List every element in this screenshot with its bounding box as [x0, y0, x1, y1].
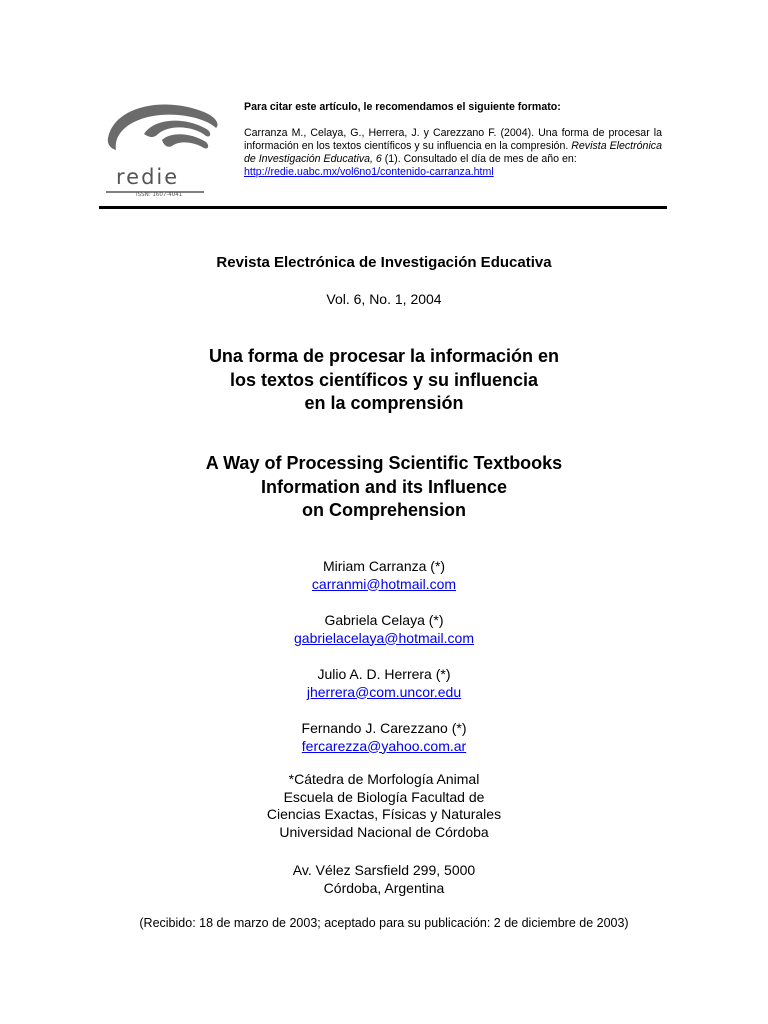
title-line: A Way of Processing Scientific Textbooks: [205, 453, 563, 473]
address-line: Córdoba, Argentina: [323, 879, 445, 896]
citation-text: [244, 127, 662, 179]
title-line: on Comprehension: [301, 500, 466, 520]
author-block: [0, 720, 768, 755]
affiliation-line: Universidad Nacional de Córdoba: [279, 823, 489, 840]
citation-text-part1: Carranza M., Celaya, G., Herrera, J. y Carezzano F. (2004). Una forma de procesar la información en los textos científicos y su influencia en la compresión.: [244, 127, 662, 152]
author-name: Fernando J. Carezzano (*): [301, 720, 467, 736]
title-line: Una forma de procesar la información en: [208, 346, 560, 366]
title-line: Information and its Influence: [260, 476, 507, 497]
citation-heading: Para citar este artículo, le recomendamos el siguiente formato:: [244, 101, 561, 113]
title-english: [0, 452, 768, 523]
affiliation-line: Ciencias Exactas, Físicas y Naturales: [266, 806, 502, 822]
title-line: los textos científicos y su influencia: [229, 369, 539, 390]
address: [0, 862, 768, 897]
author-block: [0, 666, 768, 701]
citation-text-part2: (1). Consultado el día de mes de año en:: [381, 153, 577, 165]
header-divider: [99, 206, 667, 209]
author-name: Miriam Carranza (*): [322, 558, 446, 574]
title-line: en la comprensión: [304, 393, 464, 413]
citation-journal-italic: Revista Electrónica de Investigación Educativa, 6: [244, 140, 662, 165]
author-email-link[interactable]: fercarezza@yahoo.com.ar: [301, 737, 467, 754]
citation-url-link[interactable]: http://redie.uabc.mx/vol6no1/contenido-carranza.html: [244, 166, 494, 178]
logo-wordmark: redie: [116, 165, 180, 189]
author-block: [0, 612, 768, 647]
author-email-link[interactable]: carranmi@hotmail.com: [311, 575, 457, 592]
author-name: Julio A. D. Herrera (*): [317, 666, 451, 682]
logo-issn: ISSN: 1607-4041: [136, 192, 183, 198]
affiliation: [0, 771, 768, 841]
author-name: Gabriela Celaya (*): [324, 612, 444, 628]
author-email-link[interactable]: jherrera@com.uncor.edu: [306, 683, 462, 700]
affiliation-line: Escuela de Biología Facultad de: [283, 788, 485, 805]
redie-logo: [104, 98, 224, 198]
author-block: [0, 558, 768, 593]
author-email-link[interactable]: gabrielacelaya@hotmail.com: [294, 629, 474, 646]
received-dates: (Recibido: 18 de marzo de 2003; aceptado para su publicación: 2 de diciembre de 2003): [139, 916, 629, 930]
journal-name: Revista Electrónica de Investigación Educativa: [216, 254, 552, 271]
address-line: Av. Vélez Sarsfield 299, 5000: [292, 862, 476, 878]
journal-volume: Vol. 6, No. 1, 2004: [326, 291, 442, 307]
affiliation-line: *Cátedra de Morfología Animal: [288, 771, 480, 787]
redie-swirl-icon: [104, 98, 224, 198]
citation-box: [244, 101, 662, 179]
title-spanish: [0, 345, 768, 416]
